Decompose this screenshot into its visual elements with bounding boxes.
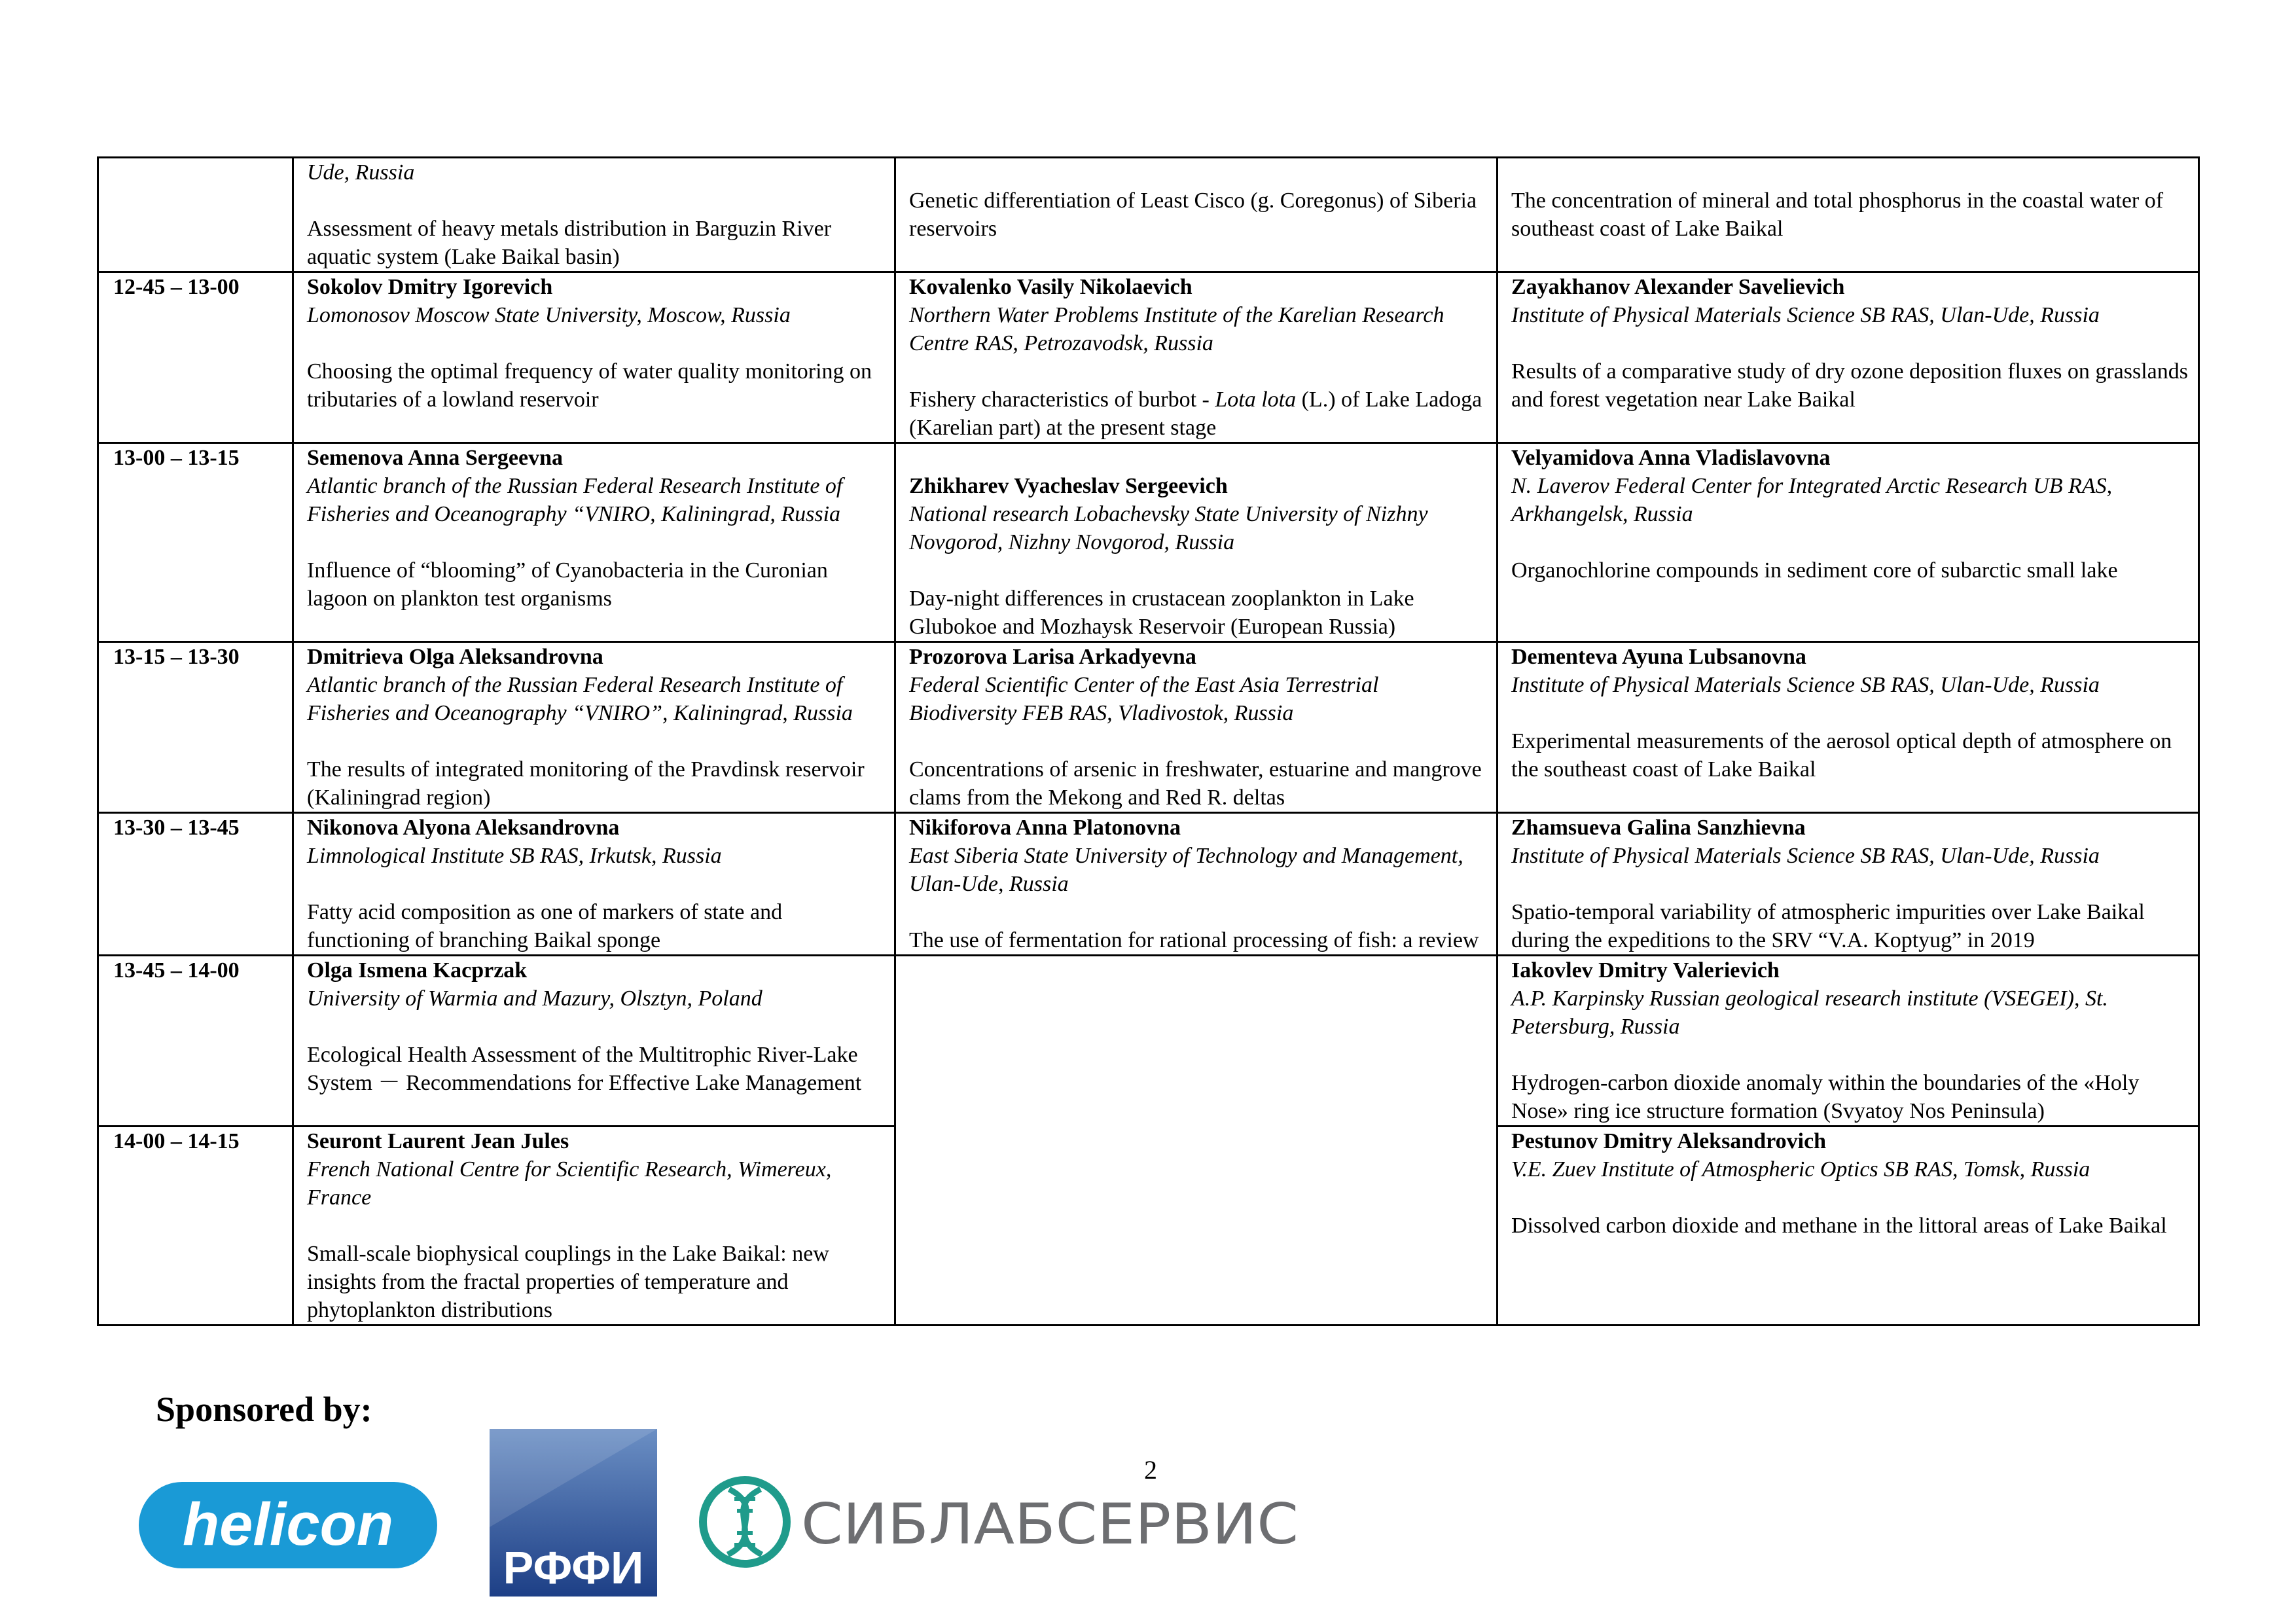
speaker-name: Semenova Anna Sergeevna	[307, 446, 563, 470]
talk-cell	[293, 443, 895, 642]
talk-cell	[1498, 1127, 2199, 1326]
speaker-name: Dementeva Ayuna Lubsanovna	[1511, 645, 1806, 669]
talk-title: Results of a comparative study of dry ozone deposition fluxes on grasslands and forest vegetation near Lake Baikal	[1511, 359, 2188, 412]
speaker-name: Iakovlev Dmitry Valerievich	[1511, 958, 1780, 983]
talk-title: Day-night differences in crustacean zooplankton in Lake Glubokoe and Mozhaysk Reservoir (European Russia)	[909, 586, 1414, 639]
speaker-name: Dmitrieva Olga Aleksandrovna	[307, 645, 603, 669]
talk-cell	[895, 272, 1498, 443]
talk-title: Genetic differentiation of Least Cisco (g. Coregonus) of Siberia reservoirs	[909, 189, 1477, 241]
talk-cell	[895, 443, 1498, 642]
talk-cell	[1498, 642, 2199, 813]
talk-title: Organochlorine compounds in sediment core of subarctic small lake	[1511, 558, 2118, 583]
talk-cell	[293, 813, 895, 956]
time-cell: 13-15 – 13-30	[98, 642, 293, 813]
affiliation: Atlantic branch of the Russian Federal Research Institute of Fisheries and Oceanography “VNIRO”, Kaliningrad, Russia	[307, 673, 853, 725]
talk-title: Assessment of heavy metals distribution in Barguzin River aquatic system (Lake Baikal basin)	[307, 217, 832, 269]
speaker-name: Zayakhanov Alexander Savelievich	[1511, 275, 1845, 299]
empty-talk-cell	[895, 956, 1498, 1326]
talk-title: Choosing the optimal frequency of water quality monitoring on tributaries of a lowland reservoir	[307, 359, 872, 412]
table-row	[98, 158, 2199, 272]
talk-title: Small-scale biophysical couplings in the Lake Baikal: new insights from the fractal properties of temperature and phytoplankton distributions	[307, 1242, 829, 1322]
speaker-name: Olga Ismena Kacprzak	[307, 958, 528, 983]
affiliation: Lomonosov Moscow State University, Moscow, Russia	[307, 303, 791, 327]
speaker-name: Nikiforova Anna Platonovna	[909, 816, 1181, 840]
talk-title: Influence of “blooming” of Cyanobacteria in the Curonian lagoon on plankton test organisms	[307, 558, 828, 611]
page-number: 2	[1144, 1455, 1157, 1485]
time-cell: 12-45 – 13-00	[98, 272, 293, 443]
affiliation: National research Lobachevsky State University of Nizhny Novgorod, Nizhny Novgorod, Russia	[909, 502, 1428, 554]
table-row	[98, 443, 2199, 642]
talk-cell	[1498, 272, 2199, 443]
time-cell: 13-00 – 13-15	[98, 443, 293, 642]
table-row	[98, 642, 2199, 813]
affiliation: Ude, Russia	[307, 160, 415, 185]
affiliation: Northern Water Problems Institute of the Karelian Research Centre RAS, Petrozavodsk, Russia	[909, 303, 1444, 355]
affiliation: N. Laverov Federal Center for Integrated Arctic Research UB RAS, Arkhangelsk, Russia	[1511, 474, 2113, 526]
time-cell: 13-45 – 14-00	[98, 956, 293, 1127]
time-cell	[98, 158, 293, 272]
affiliation: University of Warmia and Mazury, Olsztyn, Poland	[307, 986, 762, 1011]
talk-title: Experimental measurements of the aerosol optical depth of atmosphere on the southeast coast of Lake Baikal	[1511, 729, 2172, 782]
time-cell: 13-30 – 13-45	[98, 813, 293, 956]
affiliation: V.E. Zuev Institute of Atmospheric Optics SB RAS, Tomsk, Russia	[1511, 1157, 2090, 1182]
talk-title: Fishery characteristics of burbot - Lota lota (L.) of Lake Ladoga (Karelian part) at the present stage	[909, 388, 1482, 440]
affiliation: Atlantic branch of the Russian Federal Research Institute of Fisheries and Oceanography “VNIRO, Kaliningrad, Russia	[307, 474, 843, 526]
talk-title: Hydrogen-carbon dioxide anomaly within the boundaries of the «Holy Nose» ring ice structure formation (Svyatoy Nos Peninsula)	[1511, 1071, 2140, 1123]
table-row	[98, 956, 2199, 1127]
talk-title: Dissolved carbon dioxide and methane in the littoral areas of Lake Baikal	[1511, 1214, 2167, 1238]
affiliation: French National Centre for Scientific Research, Wimereux, France	[307, 1157, 832, 1210]
affiliation: Limnological Institute SB RAS, Irkutsk, Russia	[307, 844, 722, 868]
rffi-logo	[490, 1429, 657, 1597]
speaker-name: Sokolov Dmitry Igorevich	[307, 275, 553, 299]
speaker-name: Kovalenko Vasily Nikolaevich	[909, 275, 1193, 299]
talk-title: Ecological Health Assessment of the Multitrophic River-Lake System － Recommendations for Effective Lake Management	[307, 1043, 862, 1095]
talk-cell	[1498, 813, 2199, 956]
talk-cell	[1498, 956, 2199, 1127]
talk-title: The use of fermentation for rational processing of fish: a review	[909, 928, 1479, 952]
time-cell: 14-00 – 14-15	[98, 1127, 293, 1326]
speaker-name: Pestunov Dmitry Aleksandrovich	[1511, 1129, 1827, 1153]
affiliation: Institute of Physical Materials Science SB RAS, Ulan-Ude, Russia	[1511, 844, 2100, 868]
talk-cell	[1498, 443, 2199, 642]
talk-cell	[895, 813, 1498, 956]
talk-cell	[895, 642, 1498, 813]
siblabservice-logo-text: СИБЛАБСЕРВИС	[801, 1492, 1299, 1557]
talk-title: Fatty acid composition as one of markers of state and functioning of branching Baikal sponge	[307, 900, 783, 952]
speaker-name: Seuront Laurent Jean Jules	[307, 1129, 569, 1153]
talk-cell	[895, 158, 1498, 272]
speaker-name: Zhikharev Vyacheslav Sergeevich	[909, 474, 1228, 498]
talk-cell	[293, 1127, 895, 1326]
talk-cell	[293, 272, 895, 443]
speaker-name: Prozorova Larisa Arkadyevna	[909, 645, 1196, 669]
talk-title: The concentration of mineral and total phosphorus in the coastal water of southeast coast of Lake Baikal	[1511, 189, 2164, 241]
affiliation: Federal Scientific Center of the East Asia Terrestrial Biodiversity FEB RAS, Vladivostok, Russia	[909, 673, 1379, 725]
talk-cell	[293, 956, 895, 1127]
talk-cell	[293, 642, 895, 813]
talk-title: Spatio-temporal variability of atmospheric impurities over Lake Baikal during the expeditions to the SRV “V.A. Koptyug” in 2019	[1511, 900, 2145, 952]
species-name: Lota lota	[1215, 388, 1297, 412]
talk-cell	[1498, 158, 2199, 272]
affiliation: East Siberia State University of Technology and Management, Ulan-Ude, Russia	[909, 844, 1463, 896]
dna-helix-icon	[699, 1476, 791, 1568]
helicon-logo	[137, 1481, 439, 1570]
talk-cell	[293, 158, 895, 272]
speaker-name: Velyamidova Anna Vladislavovna	[1511, 446, 1831, 470]
speaker-name: Nikonova Alyona Aleksandrovna	[307, 816, 620, 840]
rffi-logo-text: РФФИ	[503, 1542, 644, 1593]
affiliation: A.P. Karpinsky Russian geological research institute (VSEGEI), St. Petersburg, Russia	[1511, 986, 2108, 1039]
talk-title: Concentrations of arsenic in freshwater, estuarine and mangrove clams from the Mekong and Red R. deltas	[909, 757, 1482, 810]
speaker-name: Zhamsueva Galina Sanzhievna	[1511, 816, 1806, 840]
affiliation: Institute of Physical Materials Science SB RAS, Ulan-Ude, Russia	[1511, 303, 2100, 327]
siblabservice-logo	[696, 1473, 1305, 1571]
sponsored-by-label: Sponsored by:	[156, 1390, 372, 1429]
helicon-logo-text: helicon	[182, 1491, 394, 1558]
table-row	[98, 272, 2199, 443]
table-row	[98, 813, 2199, 956]
affiliation: Institute of Physical Materials Science SB RAS, Ulan-Ude, Russia	[1511, 673, 2100, 697]
schedule-table	[97, 156, 2200, 1326]
talk-title: The results of integrated monitoring of the Pravdinsk reservoir (Kaliningrad region)	[307, 757, 865, 810]
